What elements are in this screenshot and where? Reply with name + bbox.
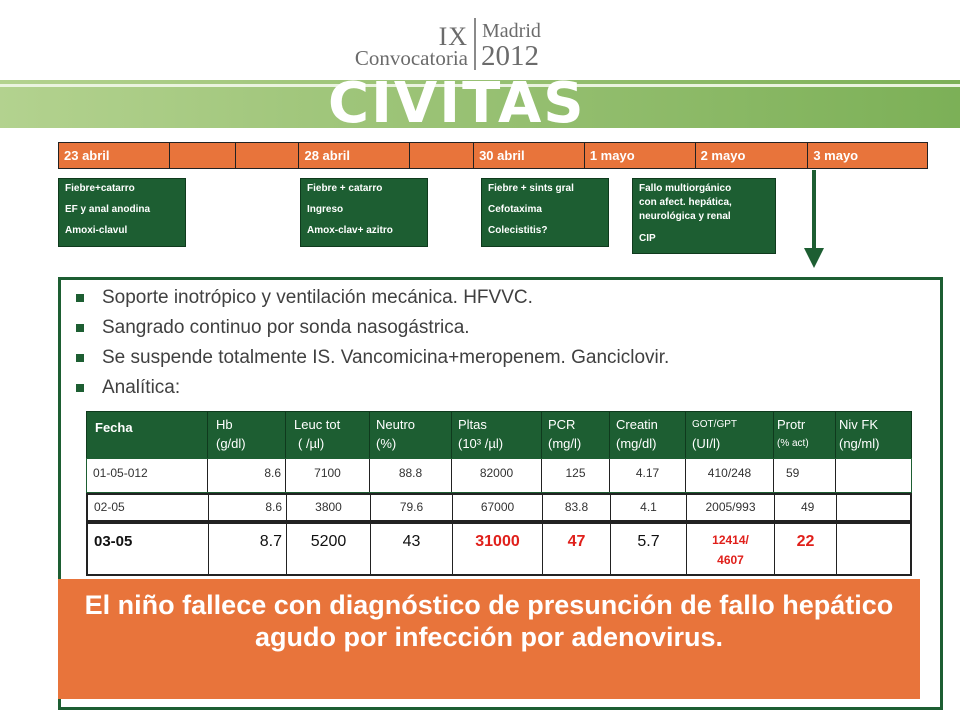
list-item: Soporte inotrópico y ventilación mecánica. HFVVC. [72,283,669,313]
header-divider [474,18,476,70]
event-line: Fallo multiorgánico [639,183,732,194]
event-line: Colecistitis? [488,225,548,236]
year-label: 2012 [481,40,539,72]
table-cell: 4.17 [609,459,685,492]
table-cell [836,495,912,520]
down-arrow-icon [804,248,824,268]
table-cell-highlight: 47 [542,524,610,574]
column-header-unit: (mg/l) [548,436,582,451]
column-header-unit: (ng/ml) [839,436,880,451]
column-header-title: Neutro [376,417,416,432]
table-cell [835,459,911,492]
table-cell: 59 [773,459,835,492]
table-cell: 01-05-012 [93,466,148,480]
column-header-unit: (UI/l) [692,436,721,451]
table-cell: 3800 [286,495,370,520]
column-header-title: Hb [216,417,233,432]
table-cell: 125 [541,459,609,492]
column-header [773,412,835,458]
table-cell: 43 [370,524,452,574]
table-cell: 49 [774,495,836,520]
column-header-title: Protr [777,417,806,432]
table-cell: 79.6 [370,495,452,520]
column-header-unit: (mg/dl) [616,436,657,451]
table-cell: 5.7 [610,524,686,574]
event-line: EF y anal anodina [65,204,151,215]
table-cell: 5200 [286,524,370,574]
list-item: Se suspende totalmente IS. Vancomicina+meropenem. Ganciclovir. [72,343,669,373]
column-header [207,412,285,458]
column-header [369,412,451,458]
timeline-date [410,143,474,168]
column-header-title: Leuc tot [294,417,341,432]
timeline-bar [58,142,928,169]
table-cell: 410/248 [685,459,773,492]
event-line: Fiebre + catarro [307,183,383,194]
table-cell: 82000 [451,459,541,492]
table-cell: 02-05 [94,500,125,514]
got-value: 12414/ [712,533,749,547]
timeline-date: 28 abril [299,143,410,168]
table-cell-highlight: 22 [774,524,836,574]
column-header-unit: (10³ /µl) [458,436,504,451]
timeline-event-2-mayo [632,178,776,254]
column-header [541,412,609,458]
timeline-date: 23 abril [59,143,170,168]
column-header [835,412,911,458]
table-row [86,493,912,522]
timeline-date [170,143,236,168]
column-header-title: Pltas [458,417,487,432]
column-header [285,412,369,458]
column-header [685,412,773,458]
column-header-unit: (% act) [777,438,809,449]
column-header-title: Creatin [616,417,658,432]
event-line: Cefotaxima [488,204,542,215]
lab-table-header [86,411,912,459]
table-cell-highlight: 31000 [452,524,542,574]
timeline-date: 2 mayo [696,143,809,168]
edition-label: IX [438,22,468,51]
event-line: Ingreso [307,204,344,215]
table-cell: 88.8 [369,459,451,492]
table-cell-highlight [686,524,774,574]
table-cell: 8.6 [208,495,286,520]
column-header-title: Fecha [95,420,133,435]
convocatoria-label: Convocatoria [354,46,468,70]
timeline-date: 30 abril [474,143,585,168]
table-cell: 67000 [452,495,542,520]
table-cell: 8.7 [208,524,286,574]
findings-list [72,283,669,403]
list-item: Analítica: [72,373,669,403]
column-header-title: PCR [548,417,576,432]
table-cell: 4.1 [610,495,686,520]
timeline-date: 3 mayo [813,148,859,163]
conclusion-text: El niño fallece con diagnóstico de presunción de fallo hepático agudo por infección por adenovirus. [84,590,894,652]
timeline-event-30-abril [481,178,609,247]
conclusion-box [58,579,920,699]
event-line: neurológica y renal [639,211,731,222]
column-header-unit: (%) [376,436,397,451]
gpt-value: 4607 [717,553,744,567]
column-header-title: Niv FK [839,417,878,432]
table-cell: 7100 [285,459,369,492]
city-label: Madrid [482,20,541,42]
timeline-event-23-abril [58,178,186,247]
table-row [86,458,912,493]
brand-logo-text: CIVITAS [328,71,586,136]
table-cell: 8.6 [207,459,285,492]
table-cell: 83.8 [542,495,610,520]
timeline-date [236,143,300,168]
column-header [609,412,685,458]
event-line: Amoxi-clavul [65,225,128,236]
column-header-unit: ( /µl) [298,436,325,451]
column-header-title: GOT/GPT [692,419,737,430]
column-header-unit: (g/dl) [216,436,246,451]
table-cell [836,524,912,574]
event-line: Fiebre+catarro [65,183,135,194]
table-cell: 2005/993 [686,495,774,520]
event-line: Amox-clav+ azitro [307,225,393,236]
table-cell: 03-05 [94,533,133,550]
event-line: CIP [639,233,656,244]
down-arrow-shaft [812,170,816,250]
timeline-event-28-abril [300,178,428,247]
list-item: Sangrado continuo por sonda nasogástrica. [72,313,669,343]
timeline-date: 1 mayo [585,143,696,168]
event-line: con afect. hepática, [639,197,732,208]
column-header [87,412,207,458]
event-line: Fiebre + sints gral [488,183,574,194]
column-header [451,412,541,458]
table-row [86,522,912,576]
